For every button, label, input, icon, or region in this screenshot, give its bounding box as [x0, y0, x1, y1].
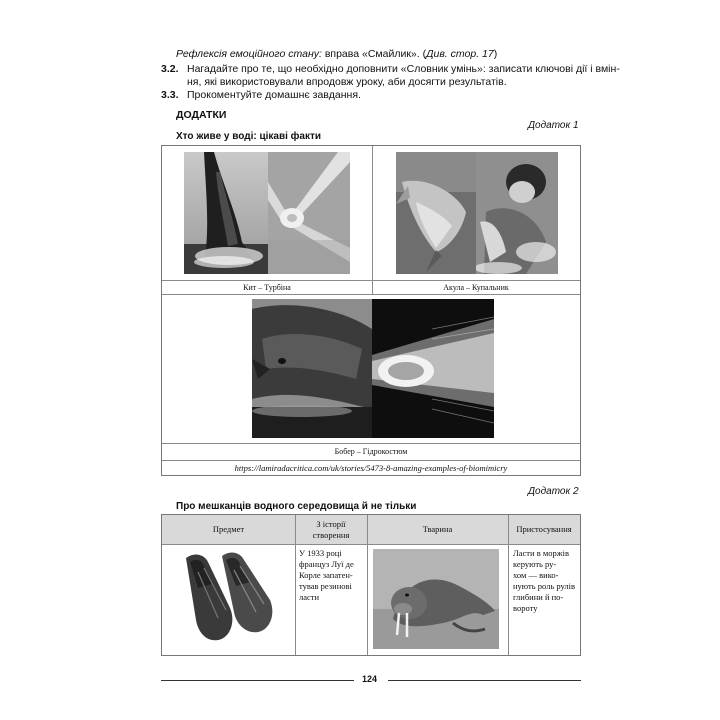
swimmer-photo — [476, 152, 558, 274]
beaver-photo — [252, 299, 372, 438]
appendices-title: ДОДАТКИ — [176, 109, 227, 121]
item-text-line2: ня, які використовували впродовж уроку, аби досягти результатів. — [187, 76, 507, 88]
shark-photo — [396, 152, 476, 274]
appendix1-title: Хто живе у воді: цікаві факти — [176, 131, 322, 142]
item-text: Прокоментуйте домашнє завдання. — [187, 89, 361, 101]
adaptation-text: Ласти в моржів керують ру- хом — вико- нують роль рулів глибини й по- вороту — [513, 548, 576, 613]
caption-beaver-wetsuit: Бобер – Гідрокостюм — [334, 447, 408, 456]
caption-whale-turbine: Кит – Турбіна — [243, 283, 291, 292]
page-number: 124 — [362, 674, 378, 684]
item-number: 3.3. — [161, 89, 179, 101]
source-url[interactable]: https://lamiradacritica.com/uk/stories/5473-8-amazing-examples-of-biomimicry — [234, 463, 508, 473]
header-animal: Тварина — [422, 524, 453, 534]
header-item: Предмет — [212, 524, 245, 534]
history-text: У 1933 році француз Луї де Корле запатен- тував резинові ласти — [299, 548, 354, 602]
reflection-line: Рефлексія емоційного стану: вправа «Смайлик». (Див. стор. 17) — [176, 48, 498, 60]
caption-shark-swimsuit: Акула – Купальник — [443, 283, 509, 292]
appendix1-label: Додаток 1 — [528, 120, 579, 131]
reflection-label: Рефлексія емоційного стану: — [176, 48, 322, 60]
header-history: З історії створення — [312, 519, 350, 540]
wetsuit-photo — [372, 299, 494, 438]
walrus-photo — [373, 549, 499, 649]
reflection-text: вправа «Смайлик». ( — [321, 48, 427, 60]
appendix2-label: Додаток 2 — [528, 486, 579, 497]
whale-photo — [184, 152, 268, 274]
item-number: 3.2. — [161, 63, 179, 75]
appendix2-title: Про мешканців водного середовища й не тільки — [176, 501, 417, 512]
item-text-line1: Нагадайте про те, що необхідно доповнити «Словник умінь»: записати ключові дії і вмін- — [187, 63, 620, 75]
turbine-photo — [268, 152, 350, 274]
header-adaptation: Пристосування — [516, 524, 572, 534]
flippers-image — [178, 548, 280, 646]
reflection-ref: Див. стор. 17 — [426, 48, 494, 60]
